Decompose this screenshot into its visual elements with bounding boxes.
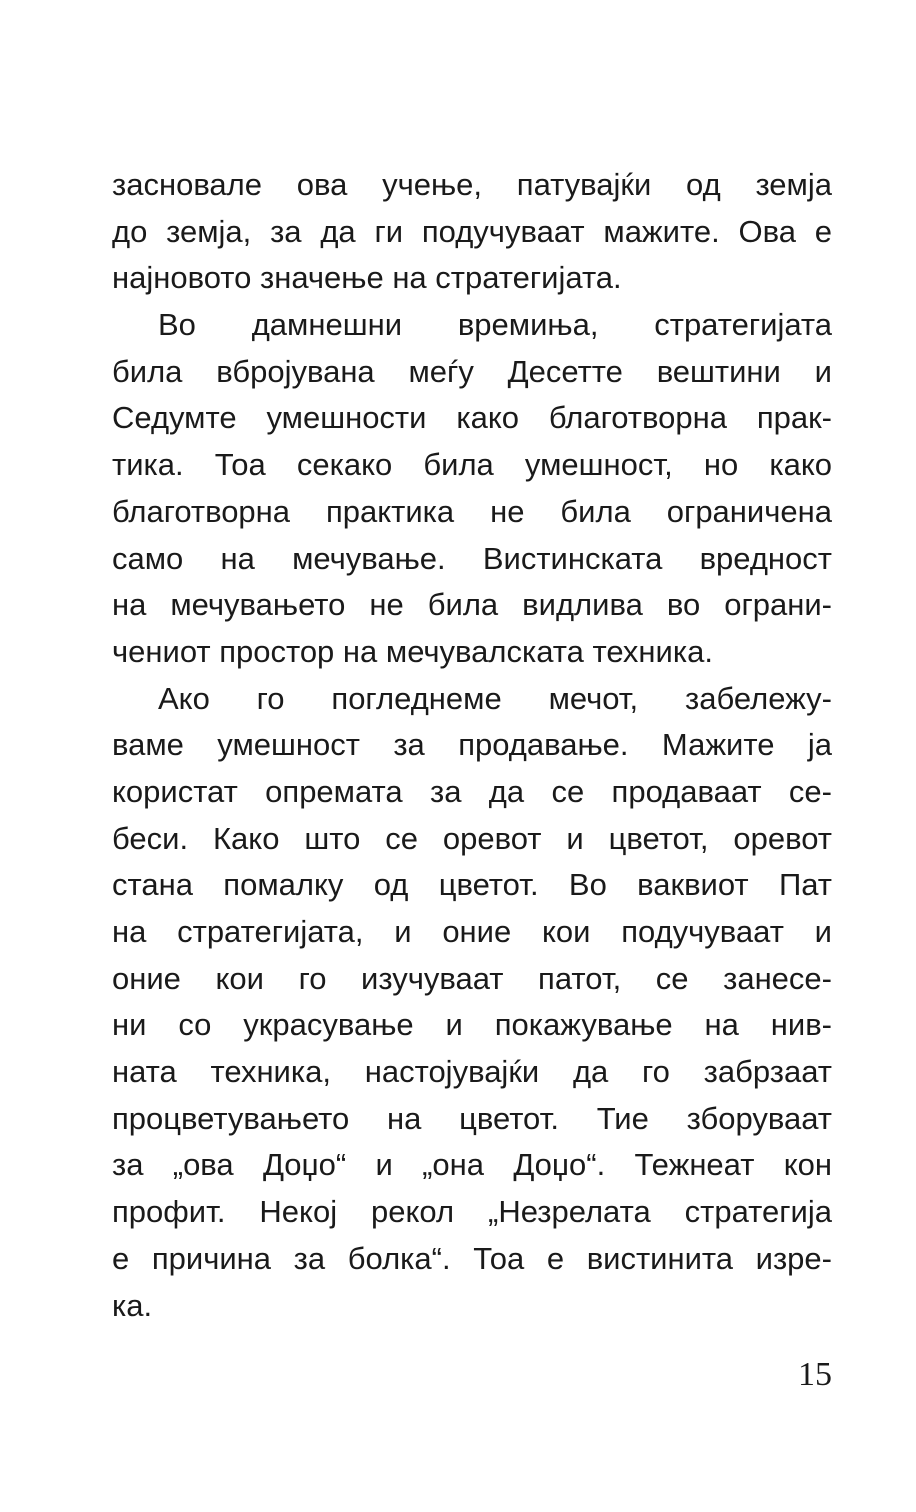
paragraph — [112, 676, 832, 1330]
text-line: стана помалку од цветот. Во ваквиот Пат — [112, 867, 832, 903]
text-line: до земја, за да ги подучуваат мажите. Ова е — [112, 213, 832, 249]
text-line: ната техника, настојувајќи да го забрзаат — [112, 1054, 832, 1090]
paragraph — [112, 162, 832, 302]
text-line: најновото значење на стратегијата. — [112, 260, 622, 296]
text-line: чениот простор на мечувалската техника. — [112, 633, 713, 669]
text-line: само на мечување. Вистинската вредност — [112, 540, 832, 576]
text-line: Во дамнешни времиња, стратегијата — [158, 307, 832, 343]
text-line: била вбројувана меѓу Десетте вештини и — [112, 353, 832, 389]
text-line: на мечувањето не била видлива во ограни- — [112, 587, 832, 623]
text-line: беси. Како што се оревот и цветот, оревот — [112, 820, 832, 856]
text-line: профит. Некој рекол „Незрелата стратегија — [112, 1194, 832, 1230]
text-line: ни со украсување и покажување на нив- — [112, 1007, 832, 1043]
text-line: е причина за болка“. Тоа е вистинита изре- — [112, 1240, 832, 1276]
page-number: 15 — [798, 1356, 832, 1393]
text-line: Седумте умешности како благотворна прак- — [112, 400, 832, 436]
text-line: Ако го погледнеме мечот, забележу- — [158, 680, 832, 716]
text-line: засновале ова учење, патувајќи од земја — [112, 167, 832, 202]
text-line: за „ова Доџо“ и „она Доџо“. Тежнеат кон — [112, 1147, 832, 1183]
text-line: ка. — [112, 1287, 153, 1323]
text-line: оние кои го изучуваат патот, се занесе- — [112, 960, 832, 996]
paragraph — [112, 302, 832, 676]
text-line: ваме умешност за продавање. Мажите ја — [112, 727, 832, 763]
text-line: користат опремата за да се продаваат се- — [112, 773, 832, 809]
text-line: благотворна практика не била ограничена — [112, 493, 832, 529]
text-line: на стратегијата, и оние кои подучуваат и — [112, 914, 832, 949]
body-text — [112, 162, 832, 1329]
text-line: тика. Тоа секако била умешност, но како — [112, 447, 832, 483]
text-line: процветувањето на цветот. Тие зборуваат — [112, 1100, 832, 1136]
